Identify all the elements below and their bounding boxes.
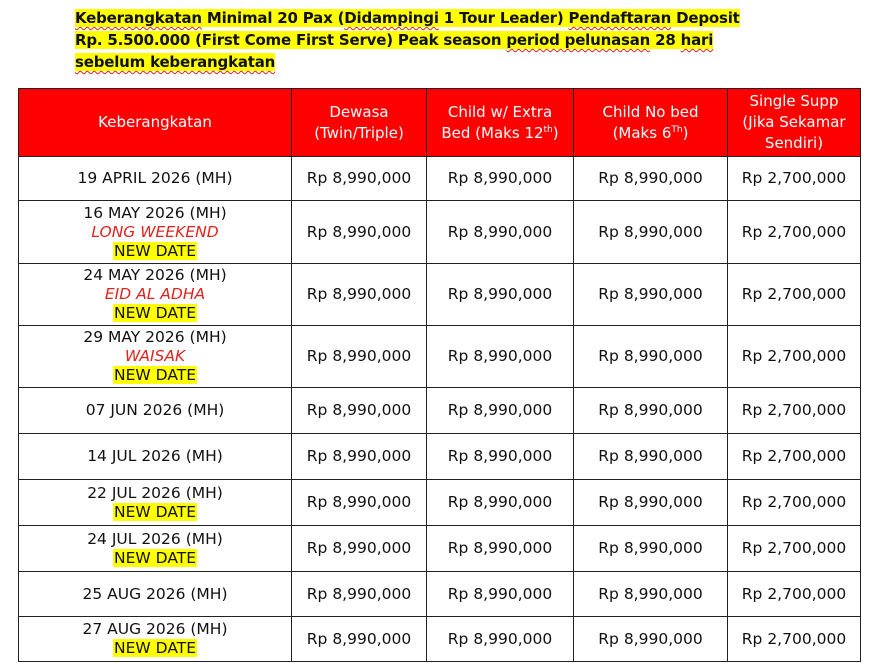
note-word: Pendaftaran bbox=[568, 9, 672, 27]
note-highlight bbox=[75, 9, 740, 71]
price-child-extra-bed: Rp 8,990,000 bbox=[427, 326, 574, 388]
note-word: period pelunasan bbox=[506, 31, 651, 49]
price-child-extra-bed: Rp 8,990,000 bbox=[427, 480, 574, 526]
holiday-label: EID AL ADHA bbox=[104, 285, 206, 303]
departure-date: 27 AUG 2026 (MH) bbox=[82, 620, 228, 638]
price-child-no-bed: Rp 8,990,000 bbox=[574, 526, 728, 572]
departure-cell bbox=[19, 157, 292, 201]
header-single-supp: Single Supp (Jika Sekamar Sendiri) bbox=[728, 89, 861, 157]
price-child-no-bed: Rp 8,990,000 bbox=[574, 617, 728, 662]
price-child-extra-bed: Rp 8,990,000 bbox=[427, 526, 574, 572]
registration-note bbox=[75, 7, 765, 73]
price-single-supp: Rp 2,700,000 bbox=[728, 264, 861, 326]
price-dewasa: Rp 8,990,000 bbox=[292, 434, 427, 480]
table-row bbox=[19, 157, 861, 201]
holiday-label: LONG WEEKEND bbox=[91, 222, 219, 241]
price-child-extra-bed: Rp 8,990,000 bbox=[427, 201, 574, 264]
price-child-no-bed: Rp 8,990,000 bbox=[574, 157, 728, 201]
new-date-badge: NEW DATE bbox=[114, 304, 196, 322]
note-text: Minimal 20 Pax ( bbox=[201, 9, 345, 27]
price-child-extra-bed: Rp 8,990,000 bbox=[427, 434, 574, 480]
new-date-badge: NEW DATE bbox=[114, 366, 196, 384]
price-dewasa: Rp 8,990,000 bbox=[292, 157, 427, 201]
departure-cell bbox=[19, 434, 292, 480]
price-single-supp: Rp 2,700,000 bbox=[728, 434, 861, 480]
note-text: Deposit Rp. 5.500.000 (First Come First Serve) Peak season bbox=[75, 9, 740, 49]
new-date-badge: NEW DATE bbox=[114, 502, 196, 521]
price-child-extra-bed: Rp 8,990,000 bbox=[427, 388, 574, 434]
header-dewasa: Dewasa (Twin/Triple) bbox=[292, 89, 427, 157]
price-single-supp: Rp 2,700,000 bbox=[728, 201, 861, 264]
table-row bbox=[19, 572, 861, 617]
table-row bbox=[19, 201, 861, 264]
price-child-no-bed: Rp 8,990,000 bbox=[574, 264, 728, 326]
price-child-no-bed: Rp 8,990,000 bbox=[574, 480, 728, 526]
table-row bbox=[19, 264, 861, 326]
departure-cell bbox=[19, 617, 292, 662]
price-child-no-bed: Rp 8,990,000 bbox=[574, 201, 728, 264]
price-child-no-bed: Rp 8,990,000 bbox=[574, 326, 728, 388]
departure-cell bbox=[19, 572, 292, 617]
departure-date: 29 MAY 2026 (MH) bbox=[83, 328, 227, 346]
new-date-badge: NEW DATE bbox=[114, 639, 196, 657]
price-child-no-bed: Rp 8,990,000 bbox=[574, 388, 728, 434]
header-keberangkatan: Keberangkatan bbox=[19, 89, 292, 157]
price-dewasa: Rp 8,990,000 bbox=[292, 264, 427, 326]
departure-date: 24 JUL 2026 (MH) bbox=[87, 529, 223, 548]
table-row bbox=[19, 388, 861, 434]
price-dewasa: Rp 8,990,000 bbox=[292, 326, 427, 388]
header-child-extra-bed: Child w/ Extra Bed (Maks 12th) bbox=[427, 89, 574, 157]
departure-cell bbox=[19, 264, 292, 326]
table-row bbox=[19, 617, 861, 662]
departure-date: 14 JUL 2026 (MH) bbox=[87, 447, 223, 465]
note-word: Keberangkatan bbox=[75, 9, 202, 27]
price-dewasa: Rp 8,990,000 bbox=[292, 617, 427, 662]
table-row bbox=[19, 434, 861, 480]
table-row bbox=[19, 326, 861, 388]
price-table bbox=[18, 88, 861, 662]
price-single-supp: Rp 2,700,000 bbox=[728, 572, 861, 617]
note-text: 28 bbox=[650, 31, 681, 49]
price-dewasa: Rp 8,990,000 bbox=[292, 388, 427, 434]
price-child-extra-bed: Rp 8,990,000 bbox=[427, 617, 574, 662]
note-word: hari sebelum keberangkatan bbox=[75, 31, 714, 71]
departure-date: 22 JUL 2026 (MH) bbox=[87, 483, 223, 502]
price-child-no-bed: Rp 8,990,000 bbox=[574, 572, 728, 617]
departure-cell bbox=[19, 480, 292, 526]
new-date-badge: NEW DATE bbox=[114, 241, 196, 260]
departure-date: 07 JUN 2026 (MH) bbox=[85, 401, 225, 419]
table-header-row bbox=[19, 89, 861, 157]
price-dewasa: Rp 8,990,000 bbox=[292, 201, 427, 264]
holiday-label: WAISAK bbox=[124, 347, 186, 365]
price-child-extra-bed: Rp 8,990,000 bbox=[427, 264, 574, 326]
departure-cell bbox=[19, 526, 292, 572]
price-child-extra-bed: Rp 8,990,000 bbox=[427, 157, 574, 201]
price-dewasa: Rp 8,990,000 bbox=[292, 572, 427, 617]
price-dewasa: Rp 8,990,000 bbox=[292, 480, 427, 526]
note-text: 1 Tour Leader) bbox=[438, 9, 569, 27]
price-single-supp: Rp 2,700,000 bbox=[728, 526, 861, 572]
price-single-supp: Rp 2,700,000 bbox=[728, 157, 861, 201]
new-date-badge: NEW DATE bbox=[114, 548, 196, 567]
departure-date: 25 AUG 2026 (MH) bbox=[82, 584, 228, 603]
note-word: Didampingi bbox=[344, 9, 439, 27]
departure-cell bbox=[19, 201, 292, 264]
departure-cell bbox=[19, 326, 292, 388]
price-dewasa: Rp 8,990,000 bbox=[292, 526, 427, 572]
price-single-supp: Rp 2,700,000 bbox=[728, 480, 861, 526]
table-row bbox=[19, 480, 861, 526]
price-single-supp: Rp 2,700,000 bbox=[728, 617, 861, 662]
price-single-supp: Rp 2,700,000 bbox=[728, 388, 861, 434]
price-single-supp: Rp 2,700,000 bbox=[728, 326, 861, 388]
departure-date: 24 MAY 2026 (MH) bbox=[83, 266, 227, 284]
departure-date: 19 APRIL 2026 (MH) bbox=[77, 169, 233, 187]
price-child-no-bed: Rp 8,990,000 bbox=[574, 434, 728, 480]
departure-date: 16 MAY 2026 (MH) bbox=[83, 203, 227, 222]
header-child-no-bed: Child No bed (Maks 6Th) bbox=[574, 89, 728, 157]
table-row bbox=[19, 526, 861, 572]
price-child-extra-bed: Rp 8,990,000 bbox=[427, 572, 574, 617]
departure-cell bbox=[19, 388, 292, 434]
